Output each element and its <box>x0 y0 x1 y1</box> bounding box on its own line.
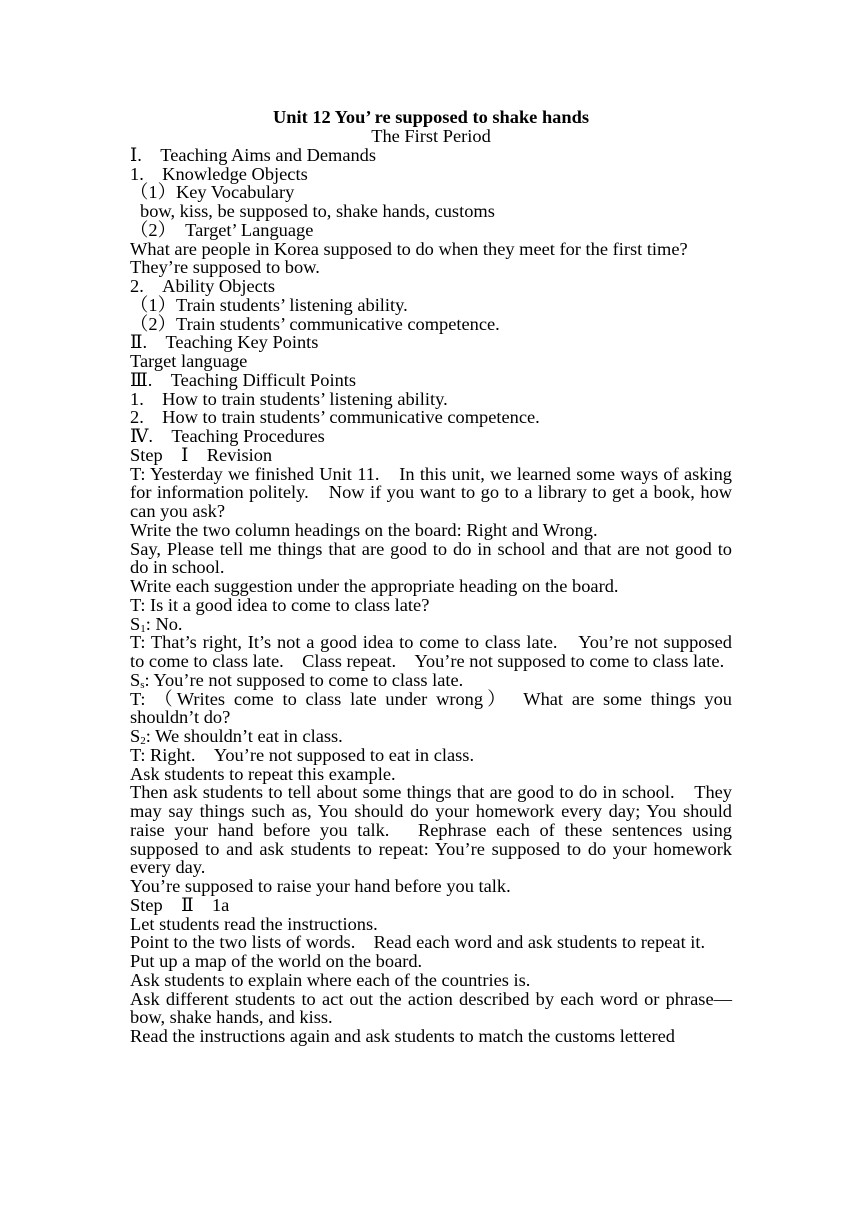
subsection-heading: 1. Knowledge Objects <box>130 163 308 184</box>
paragraph: Read the instructions again and ask students to match the customs lettered <box>130 1026 675 1046</box>
list-heading: （2） Target’ Language <box>130 219 314 240</box>
dialogue-line: T: （Writes come to class late under wrong） What are some things you shouldn’t do? <box>130 688 732 728</box>
speaker: S <box>130 726 141 746</box>
step-heading: Step Ⅱ 1a <box>130 894 230 915</box>
utterance: : No. <box>145 613 183 634</box>
document-title: Unit 12 You’ re supposed to shake hands <box>273 107 589 127</box>
paragraph: What are people in Korea supposed to do when they meet for the first time? <box>130 238 688 259</box>
dialogue-line: T: That’s right, It’s not a good idea to come to class late. You’re not supposed to come to class late. Class repeat. You’re not supposed to come to class late. <box>130 632 732 671</box>
speaker: S <box>130 669 141 690</box>
section-heading: Ⅳ. Teaching Procedures <box>130 426 325 446</box>
paragraph: Ask students to repeat this example. <box>130 763 396 784</box>
paragraph: Let students read the instructions. <box>130 913 378 934</box>
paragraph: You’re supposed to raise your hand before you talk. <box>130 876 511 896</box>
paragraph: Point to the two lists of words. Read each word and ask students to repeat it. <box>130 932 706 953</box>
paragraph: T: Yesterday we finished Unit 11. In this unit, we learned some ways of asking for information politely. Now if you want to go to a library to get a book, how can you ask? <box>130 463 732 521</box>
paragraph: Write each suggestion under the appropriate heading on the board. <box>130 576 619 596</box>
speaker-index: s <box>140 678 145 691</box>
paragraph: They’re supposed to bow. <box>130 257 320 278</box>
utterance: : You’re not supposed to come to class late. <box>144 669 464 690</box>
list-item: （1）Train students’ listening ability. <box>130 294 408 315</box>
paragraph: Ask different students to act out the action described by each word or phrase—bow, shake hands, and kiss. <box>130 988 732 1028</box>
paragraph: Then ask students to tell about some things that are good to do in school. They may say things such as, You should do your homework every day; You should raise your hand before you talk. Rephrase each of these sentences using supposed to and ask students to repeat: You’re supposed to do your homework every day. <box>130 782 732 878</box>
section-heading: Ⅲ. Teaching Difficult Points <box>130 369 357 390</box>
section-heading: Ⅰ. Teaching Aims and Demands <box>130 144 377 165</box>
paragraph: Put up a map of the world on the board. <box>130 951 423 971</box>
paragraph: Write the two column headings on the board: Right and Wrong. <box>130 519 598 540</box>
dialogue-line: T: Is it a good idea to come to class late? <box>130 594 430 615</box>
paragraph: Ask students to explain where each of the countries is. <box>130 969 531 990</box>
dialogue-line <box>130 671 732 690</box>
list-heading: （1）Key Vocabulary <box>130 182 295 203</box>
speaker-index: 2 <box>140 735 146 747</box>
dialogue-line: T: Right. You’re not supposed to eat in class. <box>130 744 475 765</box>
speaker: S <box>130 613 141 634</box>
dialogue-line <box>130 615 732 634</box>
section-heading: Ⅱ. Teaching Key Points <box>130 332 319 353</box>
document-subtitle: The First Period <box>371 126 491 146</box>
utterance: : We shouldn’t eat in class. <box>145 726 343 746</box>
list-item: 2. How to train students’ communicative competence. <box>130 407 540 428</box>
list-item: （2）Train students’ communicative competence. <box>130 313 500 334</box>
paragraph: Target language <box>130 351 248 371</box>
vocabulary-line: bow, kiss, be supposed to, shake hands, customs <box>140 201 495 221</box>
speaker-index: 1 <box>140 622 146 635</box>
document-page <box>130 104 732 1046</box>
list-item: 1. How to train students’ listening ability. <box>130 388 448 409</box>
step-heading: Step Ⅰ Revision <box>130 444 273 465</box>
paragraph: Say, Please tell me things that are good to do in school and that are not good to do in school. <box>130 538 732 578</box>
dialogue-line <box>130 727 732 746</box>
subsection-heading: 2. Ability Objects <box>130 276 276 296</box>
